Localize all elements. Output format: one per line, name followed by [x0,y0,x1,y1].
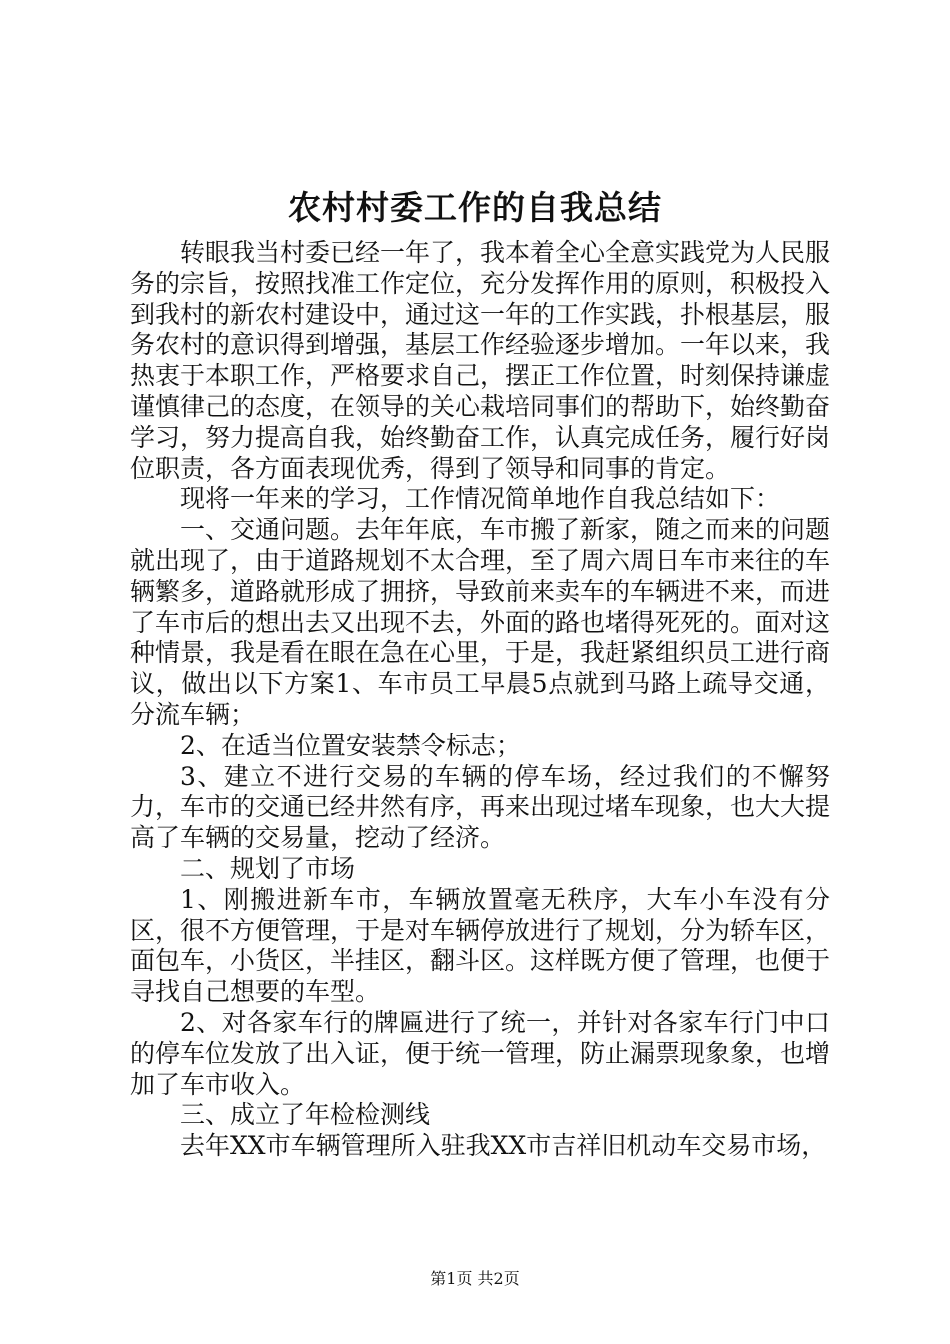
paragraph-inspection-heading: 三、成立了年检检测线 [180,1100,431,1130]
document-body [130,238,830,1162]
paragraph-market-heading: 二、规划了市场 [180,853,356,883]
paragraph-traffic: 一、交通问题。去年年底，车市搬了新家，随之而来的问题就出现了，由于道路规划不太合理，至了周六周日车市来往的车辆繁多，道路就形成了拥挤，导致前来卖车的车辆进不来，而进了车市后的想出去又出现不去，外面的路也堵得死死的。面对这种情景，我是看在眼在急在心里，于是，我赶紧组织员工进行商议，做出以下方案1、车市员工早晨5点就到马路上疏导交通，分流车辆； [130,515,831,729]
paragraph-traffic-item-3: 3、建立不进行交易的车辆的停车场，经过我们的不懈努力，车市的交通已经井然有序，再来出现过堵车现象，也大大提高了车辆的交易量，挖动了经济。 [130,761,831,853]
paragraph-inspection-text: 去年XX市车辆管理所入驻我XX市吉祥旧机动车交易市场， [180,1131,827,1161]
paragraph-market-item-1: 1、刚搬进新车市，车辆放置毫无秩序，大车小车没有分区，很不方便管理，于是对车辆停放进行了规划，分为轿车区，面包车，小货区，半挂区，翻斗区。这样既方便了管理，也便于寻找自己想要的车型。 [130,884,831,1007]
paragraph-traffic-item-2: 2、在适当位置安装禁令标志； [180,730,521,760]
paragraph-summary-lead: 现将一年来的学习，工作情况简单地作自我总结如下： [180,484,781,514]
paragraph-intro: 转眼我当村委已经一年了，我本着全心全意实践党为人民服务的宗旨，按照找准工作定位，充分发挥作用的原则，积极投入到我村的新农村建设中，通过这一年的工作实践，扑根基层，服务农村的意识得到增强，基层工作经验逐步增加。一年以来，我热衷于本职工作，严格要求自己，摆正工作位置，时刻保持谦虚谨慎律己的态度，在领导的关心栽培同事们的帮助下，始终勤奋学习，努力提高自我，始终勤奋工作，认真完成任务，履行好岗位职责，各方面表现优秀，得到了领导和同事的肯定。 [130,238,831,483]
page-number-footer: 第1页 共2页 [430,1269,520,1288]
document-title: 农村村委工作的自我总结 [288,188,662,227]
paragraph-market-item-2: 2、对各家车行的牌匾进行了统一，并针对各家车行门中口的停车位发放了出入证，便于统一管理，防止漏票现象象，也增加了车市收入。 [130,1007,831,1099]
